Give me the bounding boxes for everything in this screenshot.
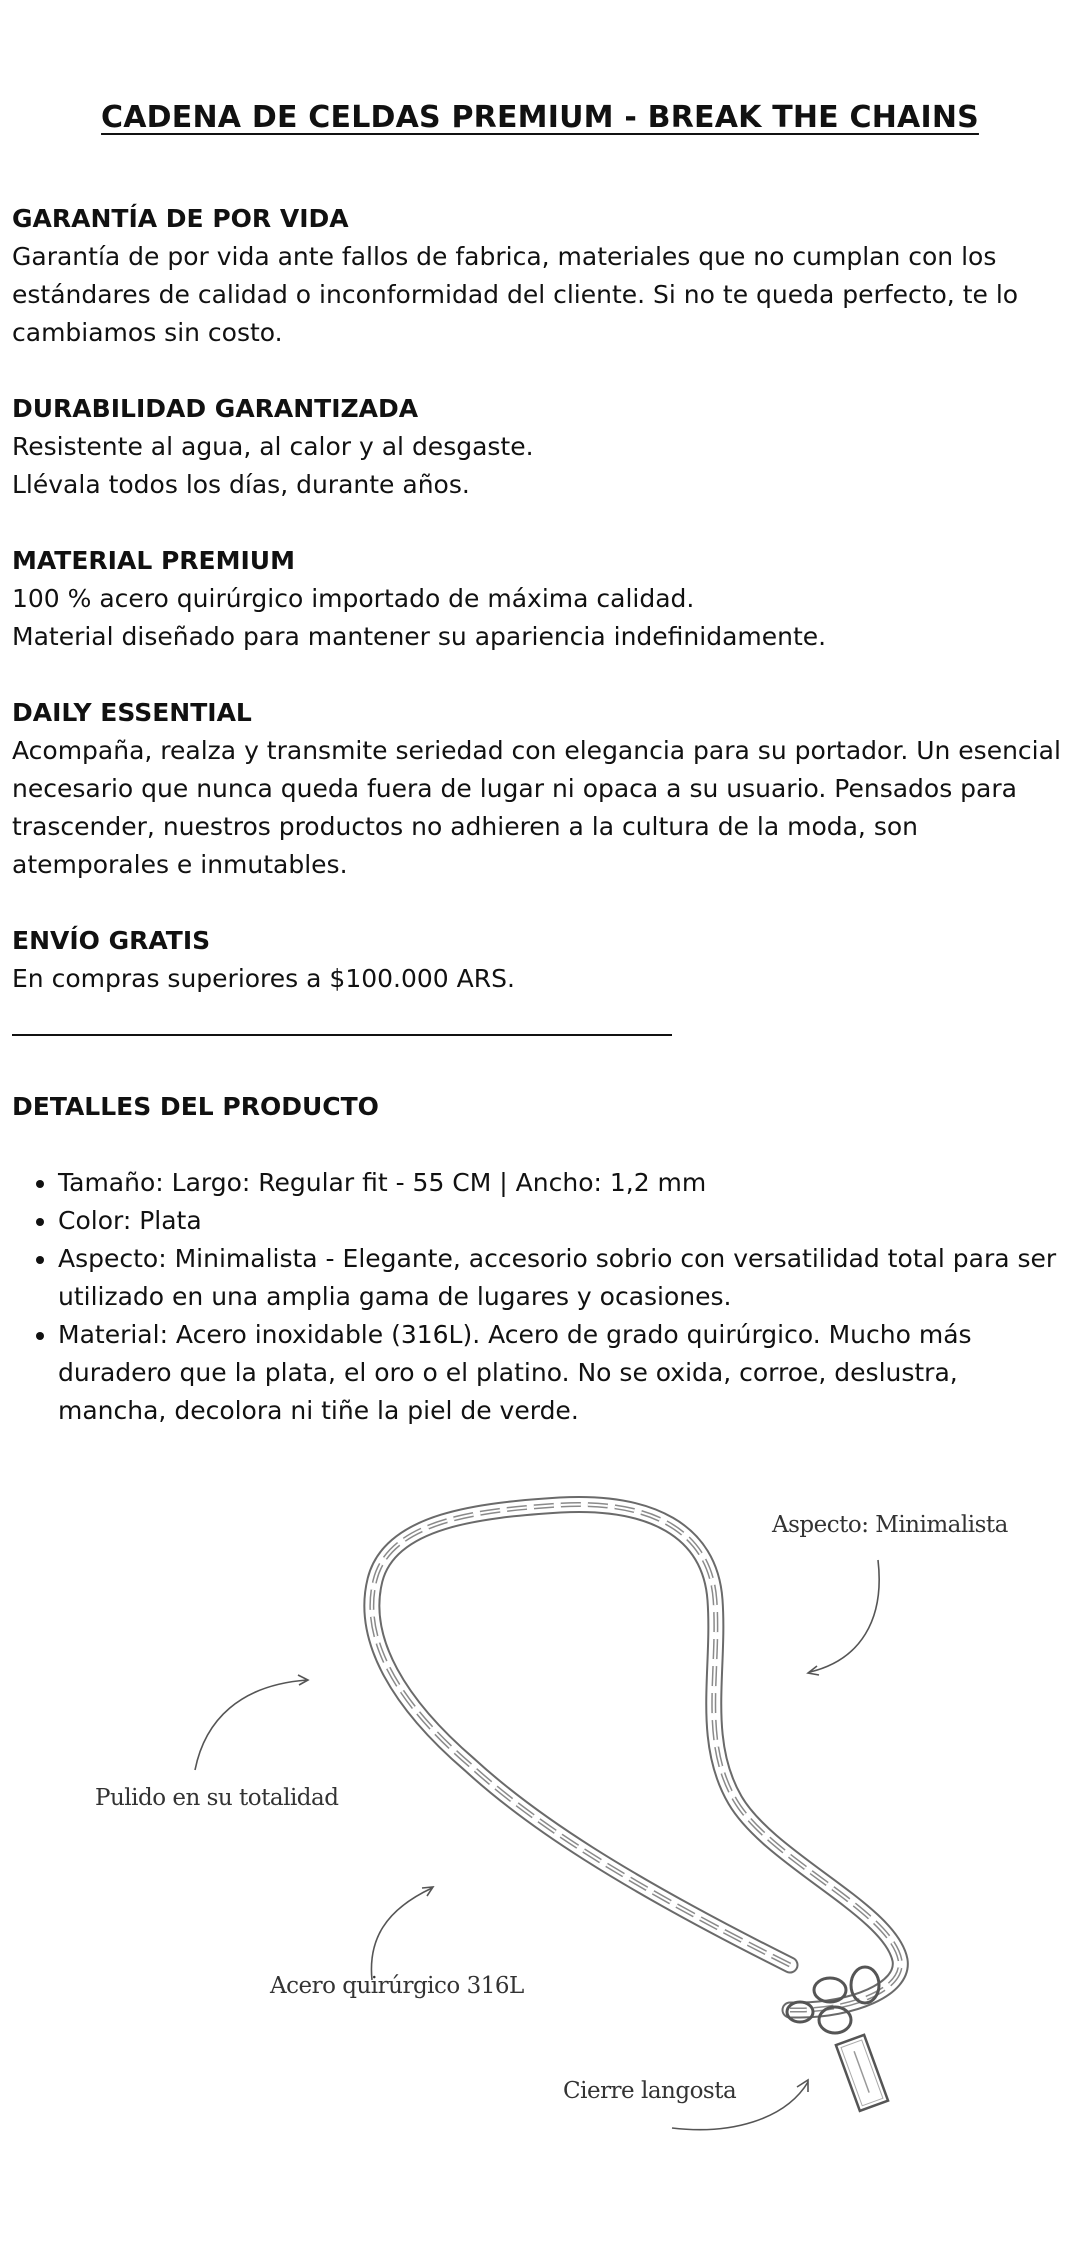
- details-item-aspect: • Aspecto: Minimalista - Elegante, accesorio sobrio con versatilidad total para ser utilizado en una amplia gama de lugares y ocasiones.: [58, 1240, 1068, 1316]
- section-text: Resistente al agua, al calor y al desgaste.: [12, 432, 534, 461]
- section-envio: [12, 922, 1068, 998]
- section-heading: MATERIAL PREMIUM: [12, 546, 295, 575]
- caption-aspecto: Aspecto: Minimalista: [772, 1512, 1008, 1538]
- caption-cierre: Cierre langosta: [563, 2078, 737, 2104]
- section-text: Material diseñado para mantener su apariencia indefinidamente.: [12, 622, 827, 651]
- section-material: [12, 542, 1068, 656]
- section-heading: DURABILIDAD GARANTIZADA: [12, 394, 419, 423]
- section-heading: DAILY ESSENTIAL: [12, 698, 252, 727]
- details-item-material: • Material: Acero inoxidable (316L). Acero de grado quirúrgico. Mucho más duradero que la plata, el oro o el platino. No se oxida, corroe, deslustra, mancha, decolora ni tiñe la piel de verde.: [58, 1316, 1068, 1430]
- section-text: En compras superiores a $100.000 ARS.: [12, 964, 515, 993]
- divider-line: [12, 1034, 672, 1036]
- details-list: [12, 1164, 1068, 1430]
- section-text: 100 % acero quirúrgico importado de máxima calidad.: [12, 584, 695, 613]
- chain-links: [372, 1504, 900, 2010]
- section-heading: ENVÍO GRATIS: [12, 926, 211, 955]
- tag-pendant: [836, 2035, 888, 2111]
- page-title: CADENA DE CELDAS PREMIUM - BREAK THE CHAINS: [101, 100, 979, 135]
- caption-pulido: Pulido en su totalidad: [95, 1785, 339, 1811]
- chain-illustration: [0, 1490, 1080, 2260]
- section-heading: GARANTÍA DE POR VIDA: [12, 204, 349, 233]
- section-durabilidad: [12, 390, 1068, 504]
- section-garantia: [12, 200, 1068, 352]
- details-item-color: • Color: Plata: [58, 1202, 1068, 1240]
- details-heading: DETALLES DEL PRODUCTO: [12, 1092, 379, 1121]
- caption-acero: Acero quirúrgico 316L: [270, 1973, 524, 1999]
- section-text: Acompaña, realza y transmite seriedad con elegancia para su portador. Un esencial necesario que nunca queda fuera de lugar ni opaca a su usuario. Pensados para trascender, nuestros productos no adhieren a la cultura de la moda, son atemporales e inmutables.: [12, 736, 1061, 879]
- product-description: [12, 200, 1068, 1430]
- chain-drawing: [0, 1490, 1080, 2260]
- section-text: Llévala todos los días, durante años.: [12, 470, 470, 499]
- section-daily-essential: [12, 694, 1068, 884]
- details-item-size: • Tamaño: Largo: Regular fit - 55 CM | Ancho: 1,2 mm: [58, 1164, 1068, 1202]
- section-text: Garantía de por vida ante fallos de fabrica, materiales que no cumplan con los estándares de calidad o inconformidad del cliente. Si no te queda perfecto, te lo cambiamos sin costo.: [12, 242, 1019, 347]
